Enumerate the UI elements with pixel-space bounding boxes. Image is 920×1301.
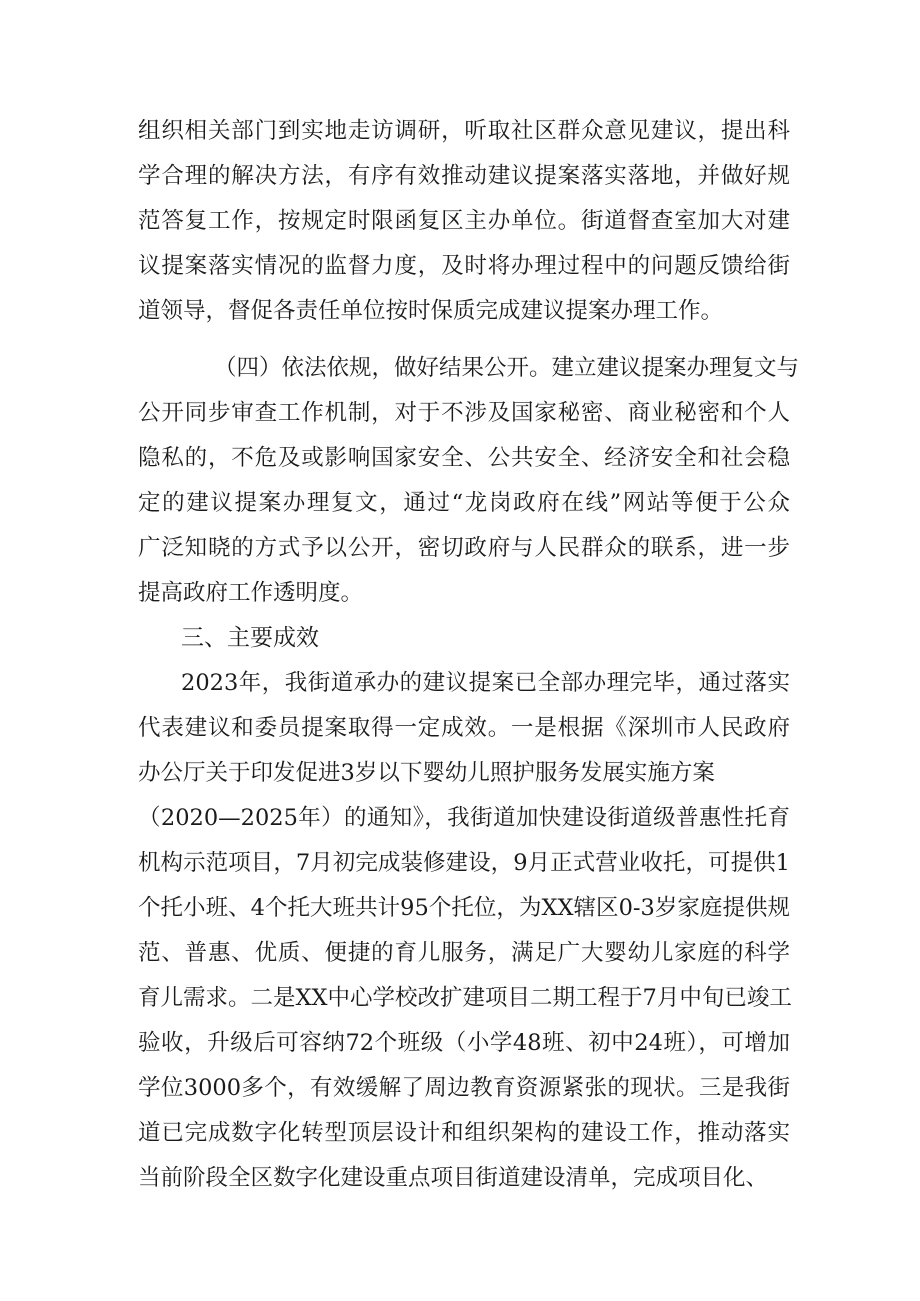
paragraph-implementation	[138, 109, 790, 334]
paragraph-disclosure	[138, 346, 800, 616]
text-line: 当前阶段全区数字化建设重点项目街道建设清单，完成项目化、	[138, 1165, 769, 1191]
text-line: 道领导，督促各责任单位按时保质完成建议提案办理工作。	[138, 298, 724, 324]
text-line: 定的建议提案办理复文，通过“龙岗政府在线”网站等便于公众	[138, 490, 790, 516]
text-line: 议提案落实情况的监督力度，及时将办理过程中的问题反馈给街	[138, 253, 790, 279]
text-line: 育儿需求。二是XX中心学校改扩建项目二期工程于7月中旬已竣工	[138, 985, 792, 1011]
text-line: 验收，升级后可容纳72个班级（小学48班、初中24班），可增加	[138, 1030, 790, 1056]
text-line: （2020—2025年）的通知》，我街道加快建设街道级普惠性托育	[138, 805, 790, 831]
paragraph-results	[138, 661, 790, 1201]
text-line: 道已完成数字化转型顶层设计和组织架构的建设工作，推动落实	[138, 1120, 790, 1146]
section-heading: 三、主要成效	[181, 625, 319, 651]
text-line: 范、普惠、优质、便捷的育儿服务，满足广大婴幼儿家庭的科学	[138, 940, 790, 966]
text-line: 组织相关部门到实地走访调研，听取社区群众意见建议，提出科	[138, 118, 790, 144]
text-line: 提高政府工作透明度。	[138, 580, 364, 606]
text-line: 个托小班、4个托大班共计95个托位，为XX辖区0-3岁家庭提供规	[138, 895, 790, 921]
text-line: 范答复工作，按规定时限函复区主办单位。街道督查室加大对建	[138, 208, 790, 234]
text-line: 办公厅关于印发促进3岁以下婴幼儿照护服务发展实施方案	[138, 760, 715, 786]
document-body	[138, 109, 800, 1201]
text-line: 2023年，我街道承办的建议提案已全部办理完毕，通过落实	[181, 670, 790, 696]
text-line: 隐私的，不危及或影响国家安全、公共安全、经济安全和社会稳	[138, 445, 790, 471]
text-line: （四）依法依规，做好结果公开。建立建议提案办理复文与	[214, 355, 800, 381]
text-line: 代表建议和委员提案取得一定成效。一是根据《深圳市人民政府	[138, 715, 790, 741]
text-line: 公开同步审查工作机制，对于不涉及国家秘密、商业秘密和个人	[138, 400, 790, 426]
text-line: 广泛知晓的方式予以公开，密切政府与人民群众的联系，进一步	[138, 535, 790, 561]
text-line: 学位3000多个，有效缓解了周边教育资源紧张的现状。三是我街	[138, 1075, 790, 1101]
text-line: 机构示范项目，7月初完成装修建设，9月正式营业收托，可提供1	[138, 850, 790, 876]
paragraph-spacer	[138, 334, 790, 346]
text-line: 学合理的解决方法，有序有效推动建议提案落实落地，并做好规	[138, 163, 790, 189]
